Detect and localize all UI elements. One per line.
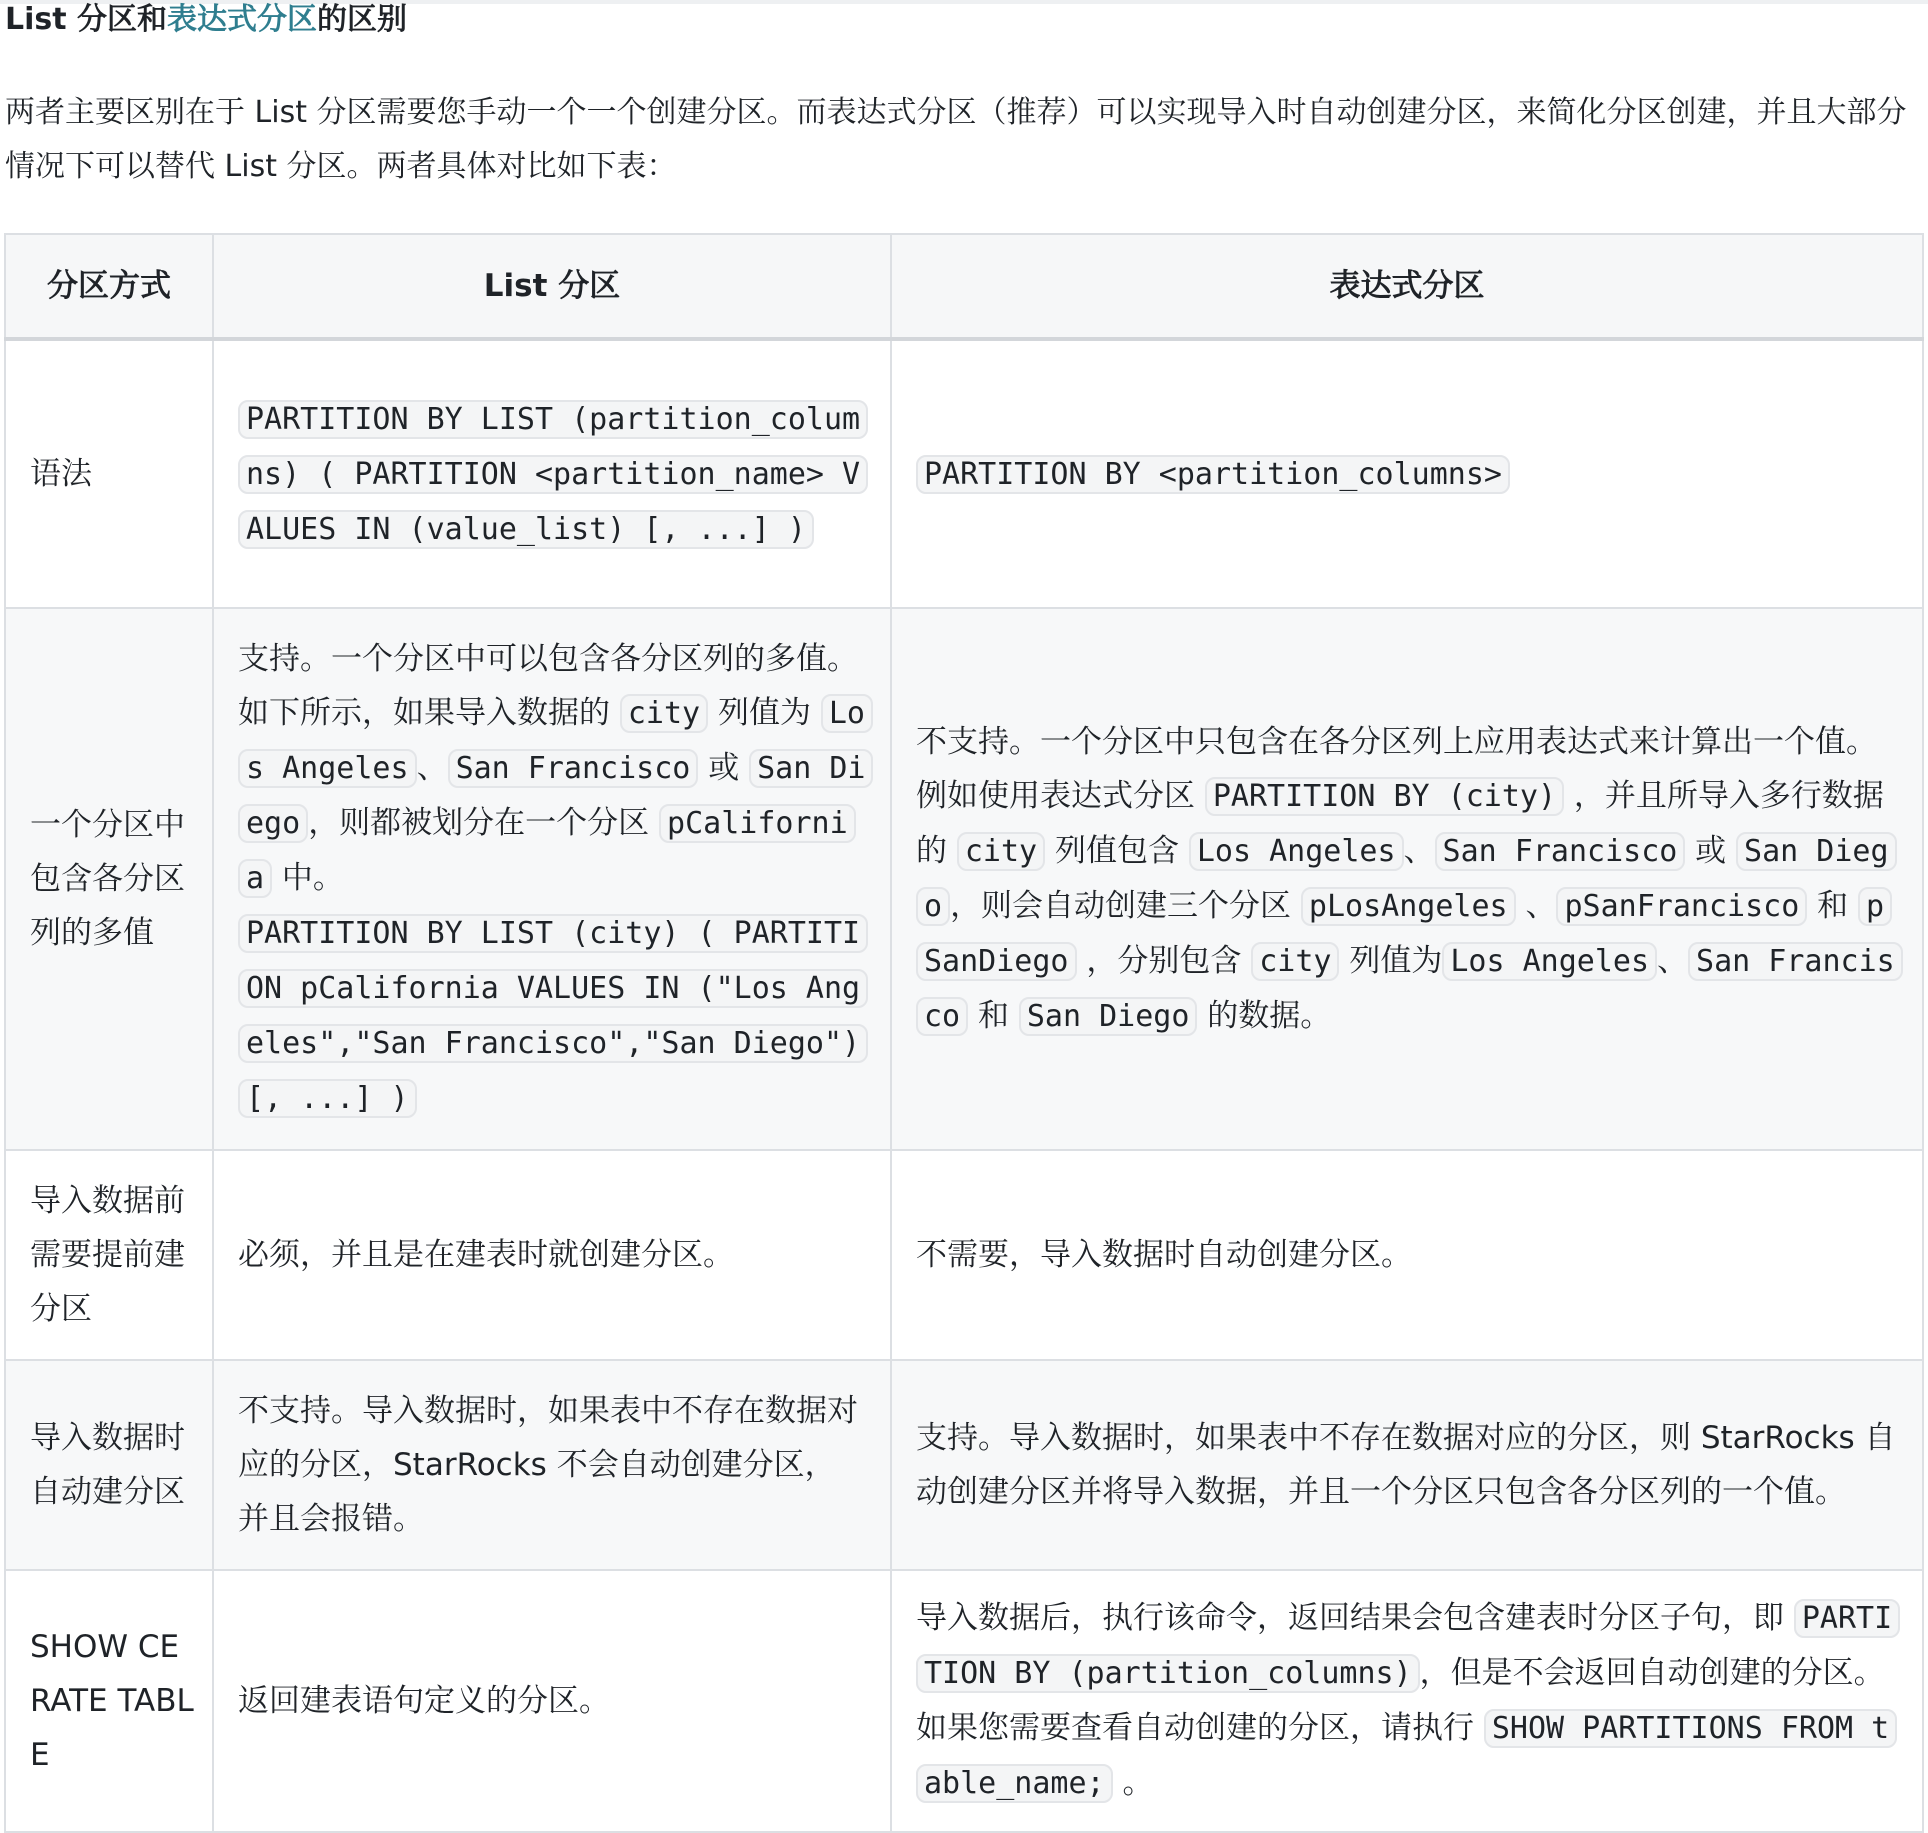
cell-text: ，并且所导入多行数据的 bbox=[916, 777, 1884, 869]
cell-text: 导入数据后，执行该命令，返回结果会包含建表时分区子句，即 bbox=[916, 1600, 1794, 1636]
cell-text: 和 bbox=[1807, 887, 1858, 924]
code-snippet: Los Angeles bbox=[1189, 832, 1404, 871]
cell-text: 列值包含 bbox=[1045, 832, 1189, 869]
header-list-partition: List 分区 bbox=[213, 234, 891, 339]
code-snippet: pSanDiego bbox=[916, 887, 1892, 981]
header-expression-partition: 表达式分区 bbox=[891, 234, 1923, 339]
list-cell bbox=[213, 608, 891, 1150]
row-label: 导入数据前需要提前建分区 bbox=[5, 1150, 213, 1360]
section-heading bbox=[5, 0, 407, 40]
table-row bbox=[5, 1570, 1923, 1832]
code-snippet: PARTITION BY (city) bbox=[1205, 777, 1564, 816]
table-row bbox=[5, 1360, 1923, 1570]
comparison-table bbox=[4, 233, 1924, 1833]
code-snippet: San Diego bbox=[1019, 997, 1198, 1036]
expr-cell: 支持。导入数据时，如果表中不存在数据对应的分区，则 StarRocks 自动创建分区并将导入数据，并且一个分区只包含各分区列的一个值。 bbox=[891, 1360, 1923, 1570]
cell-text: 、 bbox=[1515, 887, 1557, 924]
table-header-row bbox=[5, 234, 1923, 339]
code-snippet: San Diego bbox=[238, 749, 873, 843]
cell-text: ，则会自动创建三个分区 bbox=[950, 887, 1301, 924]
code-snippet: pLosAngeles bbox=[1301, 887, 1516, 926]
code-snippet: San Francisco bbox=[1435, 832, 1686, 871]
expr-cell bbox=[891, 339, 1923, 608]
cell-text: 的数据。 bbox=[1197, 997, 1332, 1034]
table-row bbox=[5, 608, 1923, 1150]
cell-text: 和 bbox=[968, 997, 1019, 1034]
cell-text: 列值为 bbox=[1339, 942, 1443, 979]
cell-text: 不支持。一个分区中只包含在各分区列上应用表达式来计算出一个值。例如使用表达式分区 bbox=[916, 723, 1877, 814]
expr-cell: 不需要，导入数据时自动创建分区。 bbox=[891, 1150, 1923, 1360]
code-snippet: PARTITION BY LIST (city) ( PARTITION pCalifornia VALUES IN ("Los Angeles","San Francisco","San Diego") [, ...] ) bbox=[238, 914, 868, 1118]
code-snippet: PARTITION BY LIST (partition_columns) ( PARTITION <partition_name> VALUES IN (value_list) [, ...] ) bbox=[238, 400, 868, 549]
code-snippet: SHOW PARTITIONS FROM table_name; bbox=[916, 1709, 1897, 1803]
code-snippet: PARTITION BY (partition_columns) bbox=[916, 1599, 1900, 1693]
row-label: 一个分区中包含各分区列的多值 bbox=[5, 608, 213, 1150]
code-snippet: Los Angeles bbox=[1442, 942, 1657, 981]
cell-text: 、 bbox=[1403, 832, 1435, 869]
expression-partition-link[interactable]: 表达式分区 bbox=[167, 2, 318, 37]
code-snippet: San Francisco bbox=[448, 749, 699, 788]
heading-suffix: 的区别 bbox=[317, 2, 408, 37]
code-snippet: Los Angeles bbox=[238, 694, 873, 788]
code-snippet: city bbox=[957, 832, 1045, 871]
list-cell: 返回建表语句定义的分区。 bbox=[213, 1570, 891, 1832]
expr-cell bbox=[891, 1570, 1923, 1832]
cell-text: 。 bbox=[1112, 1765, 1154, 1801]
cell-text: 、 bbox=[1657, 942, 1689, 979]
table-row bbox=[5, 339, 1923, 608]
code-snippet: PARTITION BY <partition_columns> bbox=[916, 455, 1510, 494]
header-partition-method: 分区方式 bbox=[5, 234, 213, 339]
row-label: SHOW CERATE TABLE bbox=[5, 1570, 213, 1832]
code-snippet: pSanFrancisco bbox=[1556, 887, 1807, 926]
cell-text: ，分别包含 bbox=[1076, 942, 1252, 979]
code-snippet: city bbox=[620, 694, 708, 733]
cell-text: ，但是不会返回自动创建的分区。如果您需要查看自动创建的分区，请执行 bbox=[916, 1655, 1885, 1746]
code-snippet: city bbox=[1251, 942, 1339, 981]
cell-text: 或 bbox=[698, 750, 750, 786]
cell-text: ，则都被划分在一个分区 bbox=[308, 805, 660, 841]
list-cell: 必须，并且是在建表时就创建分区。 bbox=[213, 1150, 891, 1360]
list-cell: 不支持。导入数据时，如果表中不存在数据对应的分区，StarRocks 不会自动创建分区，并且会报错。 bbox=[213, 1360, 891, 1570]
code-snippet: pCalifornia bbox=[238, 804, 856, 898]
table-row bbox=[5, 1150, 1923, 1360]
cell-text: 支持。一个分区中可以包含各分区列的多值。如下所示，如果导入数据的 bbox=[238, 641, 858, 731]
intro-paragraph: 两者主要区别在于 List 分区需要您手动一个一个创建分区。而表达式分区（推荐）可以实现导入时自动创建分区，来简化分区创建，并且大部分情况下可以替代 List 分区。两者具体对比如下表： bbox=[5, 95, 1907, 184]
expr-cell bbox=[891, 608, 1923, 1150]
row-label: 导入数据时自动建分区 bbox=[5, 1360, 213, 1570]
row-label: 语法 bbox=[5, 339, 213, 608]
list-cell bbox=[213, 339, 891, 608]
cell-text: 、 bbox=[416, 750, 448, 786]
cell-text: 中。 bbox=[272, 860, 344, 896]
cell-text: 列值为 bbox=[708, 695, 821, 731]
cell-text: 或 bbox=[1685, 832, 1737, 869]
code-snippet: San Francisco bbox=[916, 942, 1903, 1036]
heading-prefix: List 分区和 bbox=[5, 2, 168, 37]
code-snippet: San Diego bbox=[916, 832, 1897, 926]
